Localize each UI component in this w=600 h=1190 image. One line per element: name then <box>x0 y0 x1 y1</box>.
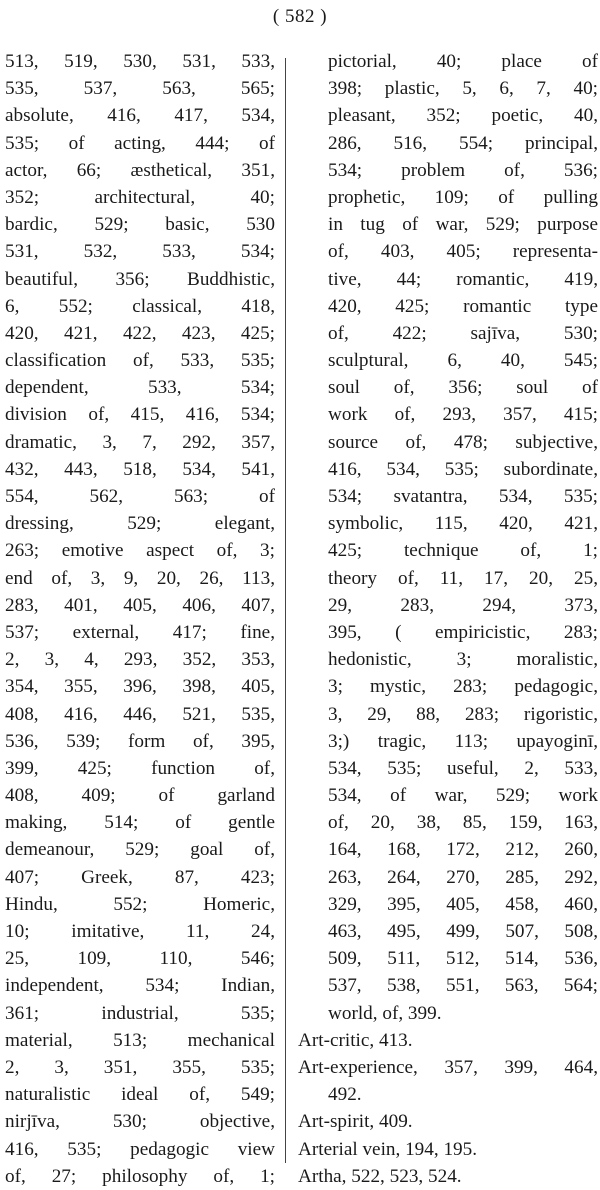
index-entry-line: Art-critic, 413. <box>298 1029 413 1051</box>
index-line: 329, 395, 405, 458, 460, <box>328 893 598 915</box>
index-line: prophetic, 109; of pulling <box>328 186 598 208</box>
index-line: 10; imitative, 11, 24, <box>5 921 275 942</box>
index-line: of, 403, 405; representa- <box>328 241 598 263</box>
index-line: 263; emotive aspect of, 3; <box>5 540 275 562</box>
index-line: 395, ( empiricistic, 283; <box>328 621 598 643</box>
index-line: 463, 495, 499, 507, 508, <box>328 921 598 942</box>
index-line: 352; architectural, 40; <box>5 186 275 208</box>
index-line: theory of, 11, 17, 20, 25, <box>328 567 598 589</box>
index-line: 535; of acting, 444; of <box>5 132 275 154</box>
index-line: 2, 3, 4, 293, 352, 353, <box>5 649 275 671</box>
index-line: 432, 443, 518, 534, 541, <box>5 458 275 480</box>
index-line: 554, 562, 563; of <box>5 486 275 507</box>
index-line: 354, 355, 396, 398, 405, <box>5 676 275 698</box>
index-line: 535, 537, 563, 565; <box>5 78 275 100</box>
index-line: material, 513; mechanical <box>5 1029 275 1051</box>
index-line: 283, 401, 405, 406, 407, <box>5 594 275 616</box>
index-entry-line: Art-spirit, 409. <box>298 1111 413 1133</box>
index-line: 361; industrial, 535; <box>5 1002 275 1024</box>
index-line: of, 422; sajīva, 530; <box>328 322 598 344</box>
index-line: symbolic, 115, 420, 421, <box>328 513 598 535</box>
index-line: pictorial, 40; place of <box>328 51 598 72</box>
index-line: naturalistic ideal of, 549; <box>5 1084 275 1106</box>
index-line: 534; problem of, 536; <box>328 159 598 181</box>
index-line: 399, 425; function of, <box>5 757 275 779</box>
index-line: tive, 44; romantic, 419, <box>328 268 598 290</box>
index-line: 3;) tragic, 113; upayoginī, <box>328 730 598 752</box>
index-line: 408, 416, 446, 521, 535, <box>5 703 275 725</box>
index-line: 534, of war, 529; work <box>328 785 598 807</box>
index-line: 407; Greek, 87, 423; <box>5 866 275 888</box>
index-line: work of, 293, 357, 415; <box>328 404 598 426</box>
index-column-left <box>5 48 275 1190</box>
index-line: 3, 29, 88, 283; rigoristic, <box>328 703 598 725</box>
index-entry <box>298 1108 598 1135</box>
index-line: 420, 421, 422, 423, 425; <box>5 322 275 344</box>
index-line: 531, 532, 533, 534; <box>5 241 275 263</box>
index-line: bardic, 529; basic, 530 <box>5 214 275 236</box>
index-entry <box>298 1163 598 1190</box>
index-line: 513, 519, 530, 531, 533, <box>5 51 275 72</box>
index-line: 420, 425; romantic type <box>328 295 598 317</box>
index-line: 416, 535; pedagogic view <box>5 1138 275 1160</box>
index-line: demeanour, 529; goal of, <box>5 839 275 861</box>
index-line: actor, 66; æsthetical, 351, <box>5 159 275 181</box>
index-line: 537, 538, 551, 563, 564; <box>328 975 598 997</box>
index-line: 25, 109, 110, 546; <box>5 948 275 970</box>
index-line: absolute, 416, 417, 534, <box>5 105 275 127</box>
index-entry-line: 492. <box>328 1084 362 1106</box>
index-line: 164, 168, 172, 212, 260, <box>328 839 598 861</box>
index-entry <box>298 1027 598 1054</box>
index-line: dramatic, 3, 7, 292, 357, <box>5 431 275 453</box>
index-line: 6, 552; classical, 418, <box>5 295 275 317</box>
index-line: 3; mystic, 283; pedagogic, <box>328 676 598 698</box>
index-line: 534; svatantra, 534, 535; <box>328 486 598 507</box>
index-line: hedonistic, 3; moralistic, <box>328 649 598 671</box>
index-line: 2, 3, 351, 355, 535; <box>5 1056 275 1078</box>
index-line: 416, 534, 535; subordinate, <box>328 458 598 480</box>
index-line: 509, 511, 512, 514, 536, <box>328 948 598 970</box>
index-line: classification of, 533, 535; <box>5 350 275 372</box>
index-line: 425; technique of, 1; <box>328 540 598 562</box>
index-line: independent, 534; Indian, <box>5 975 275 997</box>
index-line: of, 20, 38, 85, 159, 163, <box>328 812 598 834</box>
index-line: pleasant, 352; poetic, 40, <box>328 105 598 127</box>
index-column-right <box>298 48 598 1190</box>
index-entry-line: Artha, 522, 523, 524. <box>298 1165 462 1187</box>
index-line: nirjīva, 530; objective, <box>5 1111 275 1133</box>
index-line: end of, 3, 9, 20, 26, 113, <box>5 567 275 589</box>
index-line: beautiful, 356; Buddhistic, <box>5 268 275 290</box>
index-line: 534, 535; useful, 2, 533, <box>328 757 598 779</box>
index-line: dependent, 533, 534; <box>5 377 275 399</box>
index-entry <box>298 1054 598 1108</box>
index-line: 263, 264, 270, 285, 292, <box>328 866 598 888</box>
index-line: dressing, 529; elegant, <box>5 513 275 535</box>
index-line: of, 27; philosophy of, 1; <box>5 1165 275 1187</box>
index-line: 398; plastic, 5, 6, 7, 40; <box>328 78 598 100</box>
index-line: source of, 478; subjective, <box>328 431 598 453</box>
page-number: ( 582 ) <box>272 6 328 27</box>
index-line: making, 514; of gentle <box>5 812 275 834</box>
index-line: world, of, 399. <box>328 1002 442 1024</box>
index-line: in tug of war, 529; purpose <box>328 214 598 236</box>
index-line: soul of, 356; soul of <box>328 377 598 399</box>
index-line: Hindu, 552; Homeric, <box>5 893 275 915</box>
index-line: 286, 516, 554; principal, <box>328 132 598 154</box>
column-divider <box>285 58 286 1163</box>
index-line: 408, 409; of garland <box>5 785 275 807</box>
index-line: 29, 283, 294, 373, <box>328 594 598 616</box>
index-line: 537; external, 417; fine, <box>5 621 275 643</box>
index-entry-line: Art-experience, 357, 399, 464, <box>298 1056 598 1078</box>
index-line: division of, 415, 416, 534; <box>5 404 275 426</box>
index-entry-line: Arterial vein, 194, 195. <box>298 1138 478 1160</box>
index-line: 536, 539; form of, 395, <box>5 730 275 752</box>
index-line: sculptural, 6, 40, 545; <box>328 350 598 372</box>
index-entry <box>298 1136 598 1163</box>
